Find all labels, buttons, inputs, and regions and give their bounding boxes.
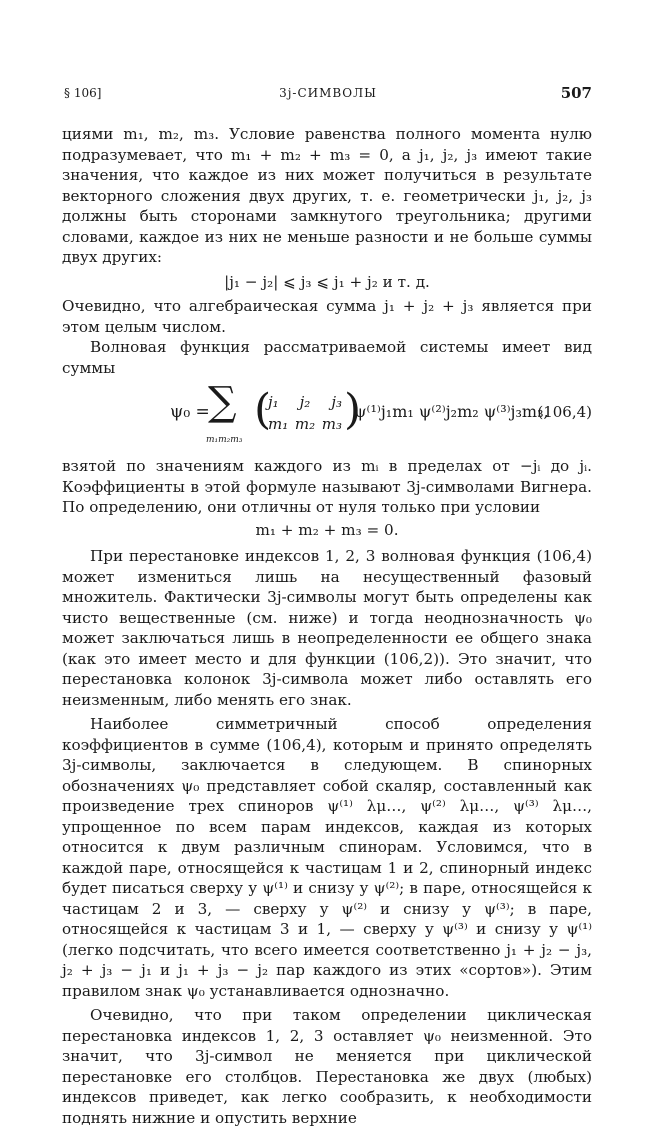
running-title: 3j-СИМВОЛЫ: [279, 86, 377, 100]
equation-number: (106,4): [537, 403, 592, 421]
paragraph-6: Наиболее симметричный способ определения коэффициентов в сумме (106,4), которым и принято определять 3j-символы, заключается в следующем. В спинорных обозначениях ψ₀ представляет собой скаляр, составленный как произведение трех спиноров ψ⁽¹⁾ λμ…, ψ⁽²⁾ λμ…, ψ⁽³⁾ λμ…, упрощенное по всем парам индексов, каждая из которых относится к двум различным спинорам. Условимся, что в каждой паре, относящейся к частицам 1 и 2, спинорный индекс будет писаться сверху у ψ⁽¹⁾ и снизу у ψ⁽²⁾; в паре, относящейся к частицам 2 и 3, — сверху у ψ⁽²⁾ и снизу у ψ⁽³⁾; в паре, относящейся к частицам 3 и 1, — сверху у ψ⁽³⁾ и снизу у ψ⁽¹⁾ (легко подсчитать, что всего имеется соответственно j₁ + j₂ − j₃, j₂ + j₃ − j₁ и j₁ + j₃ − j₂ пар каждого из этих «сортов»). Этим правилом знак ψ₀ устанавливается однозначно.: [62, 715, 592, 1000]
symbol-m3: m₃: [321, 415, 342, 433]
wavefunction-product: ψ⁽¹⁾j₁m₁ ψ⁽²⁾j₂m₂ ψ⁽³⁾j₃m₃,: [354, 402, 549, 421]
paragraph-7: Очевидно, что при таком определении циклическая перестановка индексов 1, 2, 3 оставляет ψ₀ неизменной. Это значит, что 3j-символ не меняется при циклической перестановке его столбцов. Перестановка же двух (любых) индексов приведет, как легко сообразить, к необходимости поднять нижние и опустить верхние: [62, 1006, 592, 1127]
sum-symbol: ∑: [208, 379, 237, 425]
equation-106-4: [62, 380, 592, 452]
paragraph-1: циями m₁, m₂, m₃. Условие равенства полного момента нулю подразумевает, что m₁ + m₂ + m₃ = 0, а j₁, j₂, j₃ имеют такие значения, что каждое из них может получиться в результате векторного сложения двух других, т. е. геометрически j₁, j₂, j₃ должны быть сторонами замкнутого треугольника; другими словами, каждое из них не меньше разности и не больше суммы двух других:: [62, 125, 592, 266]
running-header: [64, 86, 592, 108]
right-paren: ): [344, 385, 362, 434]
sum-index: m₁m₂m₃: [206, 435, 243, 445]
triangle-inequality: |j₁ − j₂| ⩽ j₃ ⩽ j₁ + j₂ и т. д.: [224, 272, 430, 291]
paragraph-2: Очевидно, что алгебраическая сумма j₁ + j₂ + j₃ является при этом целым числом.: [62, 297, 592, 336]
symbol-m2: m₂: [294, 415, 316, 433]
symbol-bottom-row: [268, 414, 342, 435]
symbol-m1: m₁: [268, 415, 289, 433]
symbol-j3: j₃: [331, 393, 342, 411]
paragraph-5: При перестановке индексов 1, 2, 3 волновая функция (106,4) может измениться лишь на несущественный фазовый множитель. Фактически 3j-символы могут быть определены как чисто вещественные (см. ниже) и тогда неоднозначность ψ₀ может заключаться лишь в неопределенности ее общего знака (как это имеет место и для функции (106,2)). Это значит, что перестановка колонок 3j-символа может либо оставлять его неизменным, либо менять его знак.: [62, 547, 592, 709]
symbol-j2: j₂: [299, 393, 311, 411]
page-body: [62, 124, 592, 1128]
symbol-top-row: [268, 392, 342, 413]
section-marker: § 106]: [64, 86, 102, 100]
paragraph-3: Волновая функция рассматриваемой системы имеет вид суммы: [62, 338, 592, 377]
paragraph-4: взятой по значениям каждого из mᵢ в пределах от −jᵢ до jᵢ. Коэффициенты в этой формуле называют 3j-символами Вигнера. По определению, они отличны от нуля только при условии: [62, 457, 592, 516]
left-paren: (: [254, 385, 272, 434]
m-sum-condition: m₁ + m₂ + m₃ = 0.: [255, 520, 399, 539]
symbol-j1: j₁: [268, 393, 279, 411]
page-number: 507: [560, 84, 592, 102]
equation-lhs: ψ₀ =: [170, 402, 210, 422]
